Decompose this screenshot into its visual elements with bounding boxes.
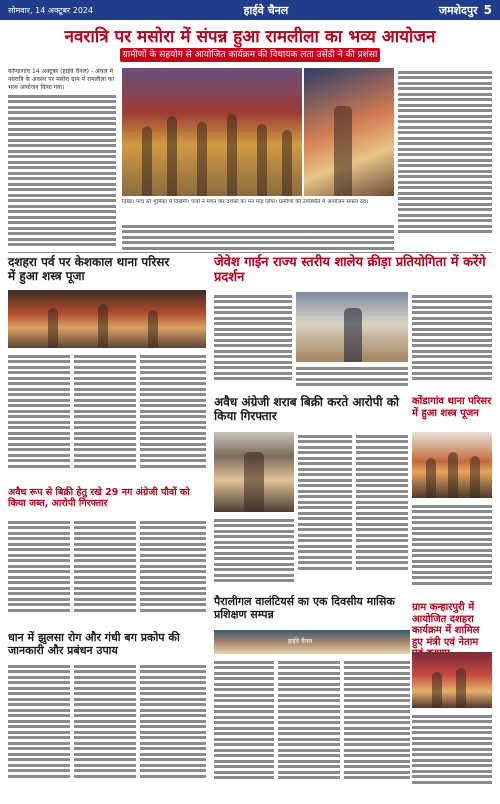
masthead bbox=[0, 0, 500, 20]
kanharpuri-dussehra-column bbox=[412, 712, 492, 798]
paddy-column-2 bbox=[74, 662, 136, 798]
student-athlete-photo bbox=[296, 292, 408, 362]
weapon-puja-column-3 bbox=[140, 352, 206, 482]
paddy-column-3 bbox=[140, 662, 206, 798]
paddy-headline: धान में झुलसा रोग और गंधी बग प्रकोप की जानकारी और प्रबंधन उपाय bbox=[8, 631, 180, 657]
paralegal-photo-label: हाईवे चैनल bbox=[288, 638, 313, 645]
paralegal-column-1 bbox=[214, 658, 274, 798]
paddy-column-1 bbox=[8, 662, 70, 798]
lead-intro: कोण्डागांव 14 अक्टूबर (हाईवे चैनल) - अंचल में नवरात्रि के अवसर पर मसोरा ग्राम में रामलीला का भव्य आयोजन किया गया। bbox=[8, 68, 115, 91]
paralegal-photo bbox=[214, 630, 410, 654]
ramlila-stage-photo bbox=[122, 68, 302, 196]
liquor-seizure-column-1 bbox=[8, 518, 70, 626]
issue-date: सोमवार, 14 अक्टूबर 2024 bbox=[8, 5, 94, 15]
kondagaon-puja-column bbox=[412, 502, 492, 598]
page-number: 5 bbox=[483, 3, 492, 17]
lead-column-1 bbox=[8, 68, 116, 248]
sports-headline: जेवेश गाईन राज्य स्तरीय शालेय क्रीड़ा प्रतियोगिता में करेंगे प्रदर्शन bbox=[214, 255, 486, 285]
liquor-seizure-column-3 bbox=[140, 518, 206, 626]
lead-headline: नवरात्रि पर मसोरा में संपन्न हुआ रामलीला का भव्य आयोजन bbox=[64, 27, 436, 47]
liquor-seizure-headline: अवैध रूप से बिक्री हेतु रखे 29 नग अंग्रेजी पौवों को किया जब्त, आरोपी गिरफ्तार bbox=[8, 487, 190, 509]
sports-column-3 bbox=[412, 292, 492, 392]
mla-on-stage-photo bbox=[304, 68, 394, 196]
paralegal-column-3 bbox=[344, 658, 410, 798]
lead-photo-caption: दिखा। पांच सौ भूमिका में दिखेंगी। पात्रों ने मंचन कर दर्शकों का मन मोह लिया। ग्रामीणों की उपस्थिति में आयोजन सफल रहा। bbox=[122, 199, 369, 205]
weapon-puja-column-2 bbox=[74, 352, 136, 482]
accused-photo bbox=[214, 432, 294, 512]
weapon-puja-column-1 bbox=[8, 352, 70, 482]
kondagaon-puja-headline: कोंडागांव थाना परिसर में हुआ शस्त्र पूजन bbox=[412, 396, 492, 419]
weapon-puja-headline: दशहरा पर्व पर केशकाल थाना परिसर में हुआ शस्त्र पूजा bbox=[8, 255, 170, 283]
sports-column-1 bbox=[214, 292, 292, 392]
liquor-seizure-column-2 bbox=[74, 518, 136, 626]
liquor-arrest-column-2 bbox=[298, 432, 352, 592]
paralegal-headline: पैरालीगल वालंटियर्स का एक दिवसीय मासिक प्रशिक्षण सम्पन्न bbox=[214, 595, 395, 621]
lead-column-3 bbox=[398, 68, 492, 248]
kanharpuri-dussehra-headline: ग्राम कन्हारपुरी में आयोजित दशहरा कार्यक्रम में शामिल हुए मंत्री एवं नेताम bbox=[412, 602, 480, 648]
lead-strap: ग्रामीणों के सहयोग से आयोजित कार्यक्रम की विधायक लता उसेंडी ने की प्रशंसा bbox=[120, 48, 380, 62]
liquor-arrest-headline: अवैध अंग्रेजी शराब बिक्री करते आरोपी को किया गिरफ्तार bbox=[214, 395, 400, 423]
kondagaon-puja-photo bbox=[412, 432, 492, 498]
liquor-arrest-column-3 bbox=[356, 432, 408, 592]
edition-city: जमशेदपुर bbox=[438, 3, 478, 17]
sports-column-2 bbox=[296, 364, 408, 392]
paralegal-column-2 bbox=[278, 658, 340, 798]
lead-column-2 bbox=[122, 222, 394, 250]
paper-name: हाईवे चैनल bbox=[243, 3, 289, 17]
liquor-arrest-column-1 bbox=[214, 516, 294, 594]
kanharpuri-dussehra-photo bbox=[412, 652, 492, 708]
weapon-puja-photo bbox=[8, 290, 206, 348]
